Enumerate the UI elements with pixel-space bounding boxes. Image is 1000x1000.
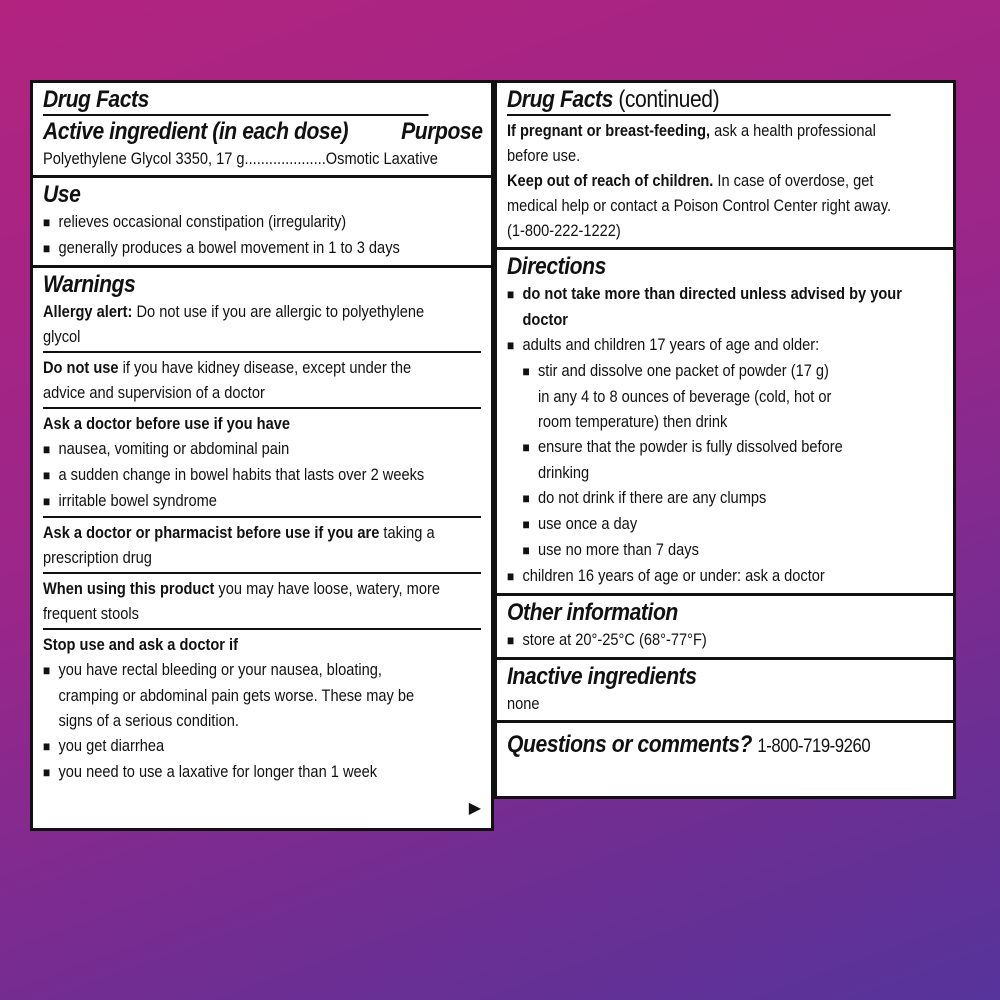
directions-subitem: ■ stir and dissolve one packet of powder (17 g) [507, 358, 882, 384]
drug-facts-left-panel [30, 80, 494, 831]
stop-use-item-cont: cramping or abdominal pain gets worse. These may be [58, 686, 415, 705]
ask-pharmacist-label: Ask a doctor or pharmacist before use if you are [43, 523, 380, 542]
inactive-ingredients-section [497, 660, 953, 723]
directions-subitem: ■ use once a day [507, 511, 882, 537]
questions-heading: Questions or comments? [507, 731, 752, 758]
drug-facts-right-panel [494, 80, 956, 799]
purpose-heading: Purpose [400, 118, 483, 145]
active-ingredient-heading: Active ingredient (in each dose) [43, 118, 349, 145]
ask-pharmacist-text-2: prescription drug [43, 548, 152, 567]
keep-out-text: In case of overdose, get [713, 171, 874, 190]
allergy-label: Allergy alert: [43, 302, 133, 321]
pregnant-text-2: before use. [507, 146, 581, 165]
other-information-heading: Other information [507, 599, 678, 626]
ask-doctor-block [43, 407, 481, 514]
warnings-heading: Warnings [43, 271, 136, 298]
pregnant-text: ask a health professional [710, 121, 876, 140]
keep-out-label: Keep out of reach of children. [507, 171, 714, 190]
when-using-label: When using this product [43, 579, 215, 598]
use-section [33, 178, 491, 268]
continued-title: Drug Facts [507, 86, 613, 113]
directions-subitem-cont: drinking [537, 463, 590, 482]
do-not-use-block [43, 351, 481, 405]
directions-item: ■ adults and children 17 years of age and older: [507, 332, 882, 358]
questions-phone: 1-800-719-9260 [757, 736, 871, 757]
directions-item: ■ children 16 years of age or under: ask a doctor [507, 563, 882, 589]
other-information-section [497, 596, 953, 660]
stop-use-item: ■ you need to use a laxative for longer than 1 week [43, 759, 420, 785]
directions-section [497, 250, 953, 596]
questions-line [507, 731, 891, 761]
stop-use-item: ■ you get diarrhea [43, 733, 420, 759]
directions-subitem-cont: room temperature) then drink [537, 412, 728, 431]
continued-arrow-icon: ▶ [468, 800, 481, 817]
ask-pharmacist-text: taking a [379, 523, 435, 542]
warnings-section [33, 268, 491, 789]
pregnant-label: If pregnant or breast-feeding, [507, 121, 711, 140]
allergy-text-2: glycol [43, 327, 81, 346]
continued-suffix: (continued) [612, 86, 720, 113]
directions-heading: Directions [507, 253, 606, 280]
use-item: ■ relieves occasional constipation (irregularity) [43, 209, 420, 235]
inactive-ingredients-text: none [507, 694, 540, 713]
ask-pharmacist-block [43, 516, 481, 570]
continued-section [497, 83, 953, 250]
poison-control-phone: (1-800-222-1222) [507, 221, 621, 240]
directions-item: ■ do not take more than directed unless advised by your [507, 281, 882, 307]
questions-section [497, 723, 953, 765]
directions-item-cont: doctor [522, 310, 568, 329]
ask-doctor-item: ■ nausea, vomiting or abdominal pain [43, 436, 420, 462]
directions-subitem: ■ use no more than 7 days [507, 537, 882, 563]
do-not-use-label: Do not use [43, 358, 119, 377]
when-using-block [43, 572, 481, 626]
ask-doctor-item: ■ irritable bowel syndrome [43, 488, 420, 514]
directions-subitem: ■ do not drink if there are any clumps [507, 485, 882, 511]
active-ingredient-section [33, 83, 491, 178]
when-using-text-2: frequent stools [43, 604, 139, 623]
ingredient-purpose: Osmotic Laxative [325, 149, 438, 168]
stop-use-heading: Stop use and ask a doctor if [43, 635, 238, 654]
do-not-use-text-2: advice and supervision of a doctor [43, 383, 265, 402]
allergy-text: Do not use if you are allergic to polyethylene [132, 302, 425, 321]
drug-facts-title: Drug Facts [43, 86, 428, 116]
ask-doctor-item: ■ a sudden change in bowel habits that lasts over 2 weeks [43, 462, 420, 488]
do-not-use-text: if you have kidney disease, except under the [118, 358, 412, 377]
inactive-ingredients-heading: Inactive ingredients [507, 663, 697, 690]
directions-subitem: ■ ensure that the powder is fully dissolved before [507, 434, 882, 460]
active-ingredient-line [43, 146, 438, 171]
stop-use-block [43, 628, 481, 785]
stop-use-item-cont: signs of a serious condition. [58, 711, 239, 730]
ingredient-name: Polyethylene Glycol 3350, 17 g.................... [43, 149, 326, 168]
use-heading: Use [43, 181, 81, 208]
when-using-text: you may have loose, watery, more [214, 579, 440, 598]
stop-use-item: ■ you have rectal bleeding or your nausea, bloating, [43, 657, 420, 683]
ask-doctor-heading: Ask a doctor before use if you have [43, 414, 290, 433]
use-item: ■ generally produces a bowel movement in 1 to 3 days [43, 235, 420, 261]
directions-subitem-cont: in any 4 to 8 ounces of beverage (cold, hot or [537, 387, 832, 406]
storage-item: ■ store at 20°-25°C (68°-77°F) [507, 627, 882, 653]
keep-out-text-2: medical help or contact a Poison Control Center right away. [507, 196, 892, 215]
drug-facts-continued-title [507, 86, 891, 116]
